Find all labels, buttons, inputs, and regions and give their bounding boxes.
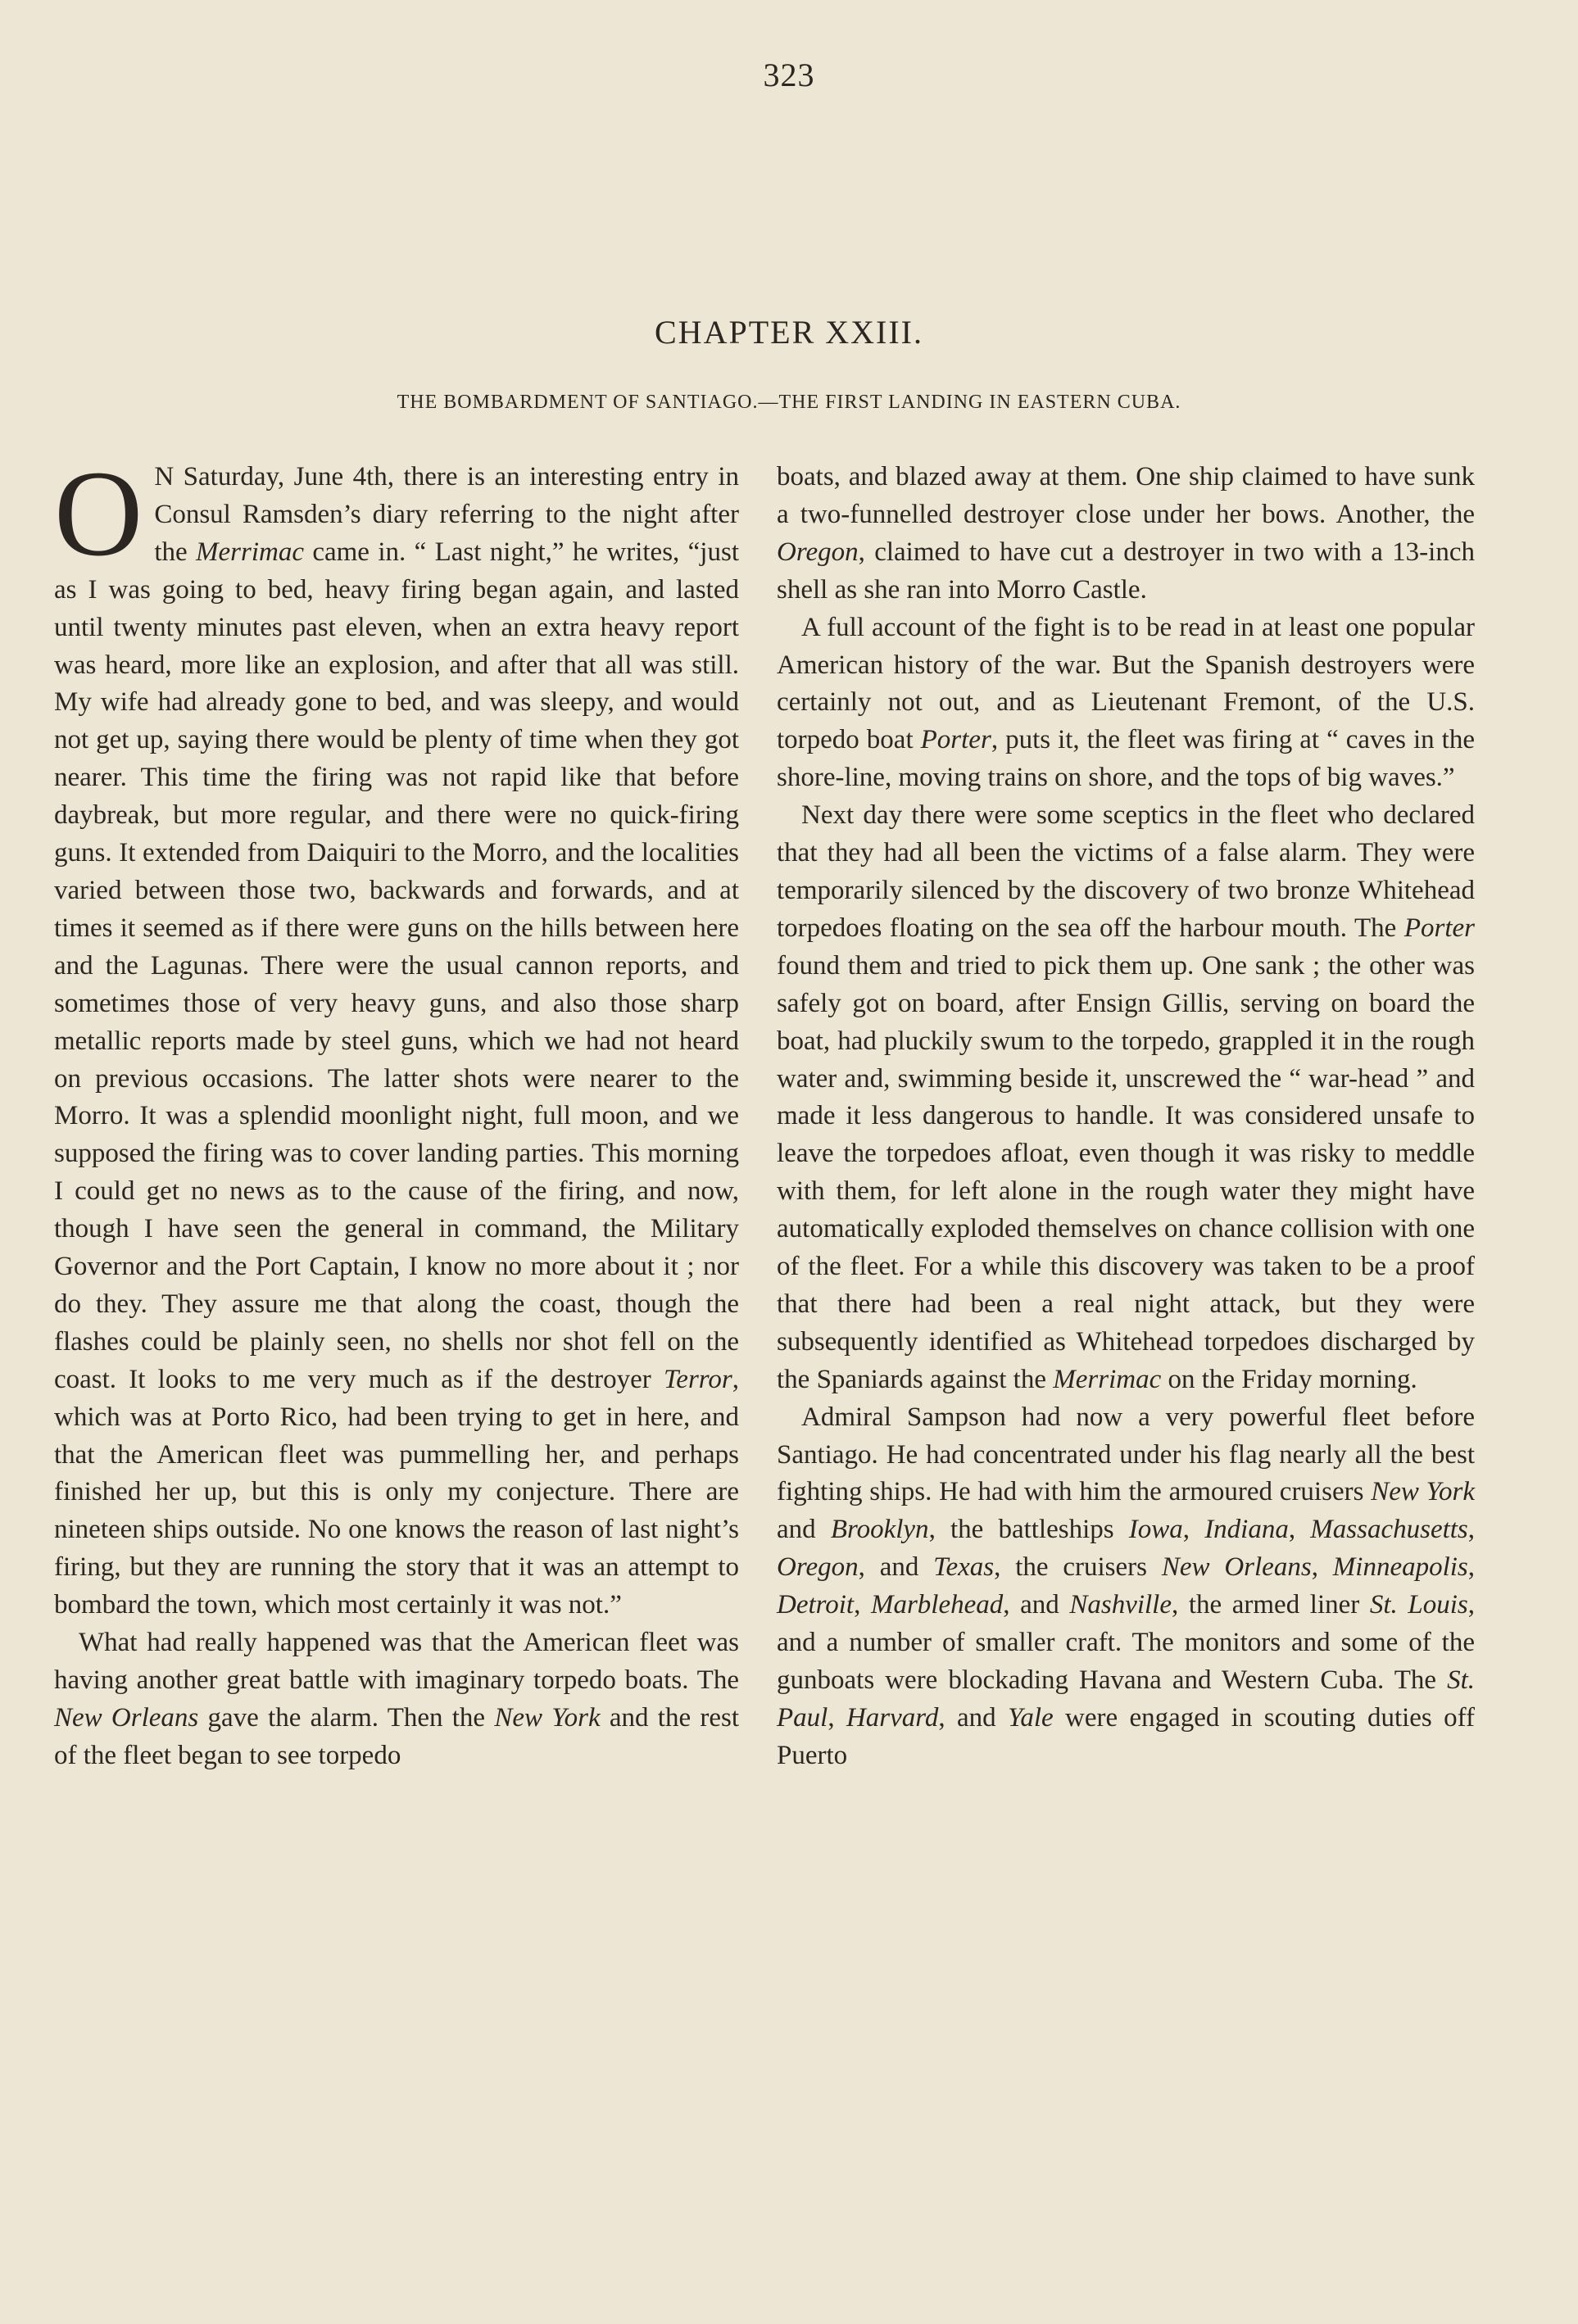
- ship-name: Merrimac: [196, 537, 304, 567]
- right-column: [777, 459, 1475, 1775]
- paragraph: [54, 1624, 739, 1775]
- ship-name: Texas: [933, 1552, 995, 1583]
- ship-name: St. Louis: [1369, 1590, 1468, 1620]
- text-run: Admiral Sampson had now a very powerful fleet before Santiago. He had concentrated under his flag nearly all the best fighting ships. He had with him the armoured cruisers: [777, 1402, 1475, 1507]
- text-run: ,: [1288, 1515, 1311, 1545]
- text-run: , the battleships: [928, 1515, 1129, 1545]
- chapter-subtitle: THE BOMBARDMENT OF SANTIAGO.—THE FIRST LANDING IN EASTERN CUBA.: [397, 392, 1181, 413]
- paragraph: [777, 797, 1475, 1399]
- paragraph: [777, 1399, 1475, 1775]
- ship-name: Terror: [663, 1364, 732, 1394]
- ship-name: St. Paul: [777, 1665, 1475, 1733]
- ship-name: Iowa: [1128, 1515, 1183, 1545]
- ship-name: Brooklyn: [830, 1515, 929, 1545]
- text-run: , and a number of smaller craft. The monitors and some of the gunboats were blockading Havana and Western Cuba. The: [777, 1590, 1475, 1695]
- ship-name: Marblehead: [870, 1590, 1004, 1620]
- text-run: , the cruisers: [994, 1552, 1162, 1583]
- text-run: ,: [1467, 1552, 1476, 1583]
- text-run: ,: [828, 1702, 846, 1733]
- text-run: found them and tried to pick them up. One sank ; the other was safely got on board, after Ensign Gillis, serving on board the boat, had pluckily swum to the torpedo, grappled it in the rough water and, swimming beside it, unscrewed the “ war-head ” and made it less dangerous to handle. It was considered unsafe to leave the torpedoes afloat, even though it was risky to meddle with them, for left alone in the rough water they might have automatically exploded themselves on chance collision with one of the fleet. For a while this discovery was taken to be a proof that there had been a real night attack, but they were subsequently identified as Whitehead torpedoes discharged by the Spaniards against the: [777, 950, 1475, 1394]
- left-column: [54, 446, 740, 1775]
- text-run: N Saturday, June 4th, there is an interesting entry in Consul Ramsden’s diary referring to the night after the: [154, 462, 739, 567]
- text-run: , and: [938, 1702, 1008, 1733]
- text-run: gave the alarm. Then the: [198, 1702, 495, 1733]
- ship-name: Porter: [920, 725, 991, 755]
- text-run: A full account of the fight is to be read in at least one popular American history of the war. But the Spanish destroyers were certainly not out, and as Lieutenant Fremont, of the U.S. torpedo boat: [777, 612, 1475, 755]
- text-run: , the armed liner: [1172, 1590, 1370, 1620]
- text-run: Next day there were some sceptics in the fleet who declared that they had all been the victims of a false alarm. They were temporarily silenced by the discovery of two bronze Whitehead torpedoes floating on the sea off the harbour mouth. The: [777, 800, 1475, 943]
- text-run: , and: [858, 1552, 934, 1583]
- text-run: What had really happened was that the American fleet was having another great battle with imaginary torpedo boats. The: [54, 1628, 739, 1695]
- text-run: ,: [1182, 1515, 1205, 1545]
- page-number: 323: [763, 57, 815, 93]
- text-run: , claimed to have cut a destroyer in two with a 13-inch shell as she ran into Morro Castle.: [777, 537, 1475, 605]
- ship-name: Minneapolis: [1332, 1552, 1468, 1583]
- text-run: came in. “ Last night,” he writes, “just as I was going to bed, heavy firing began again, and lasted until twenty minutes past eleven, when an extra heavy report was heard, more like an explosion, and after that all was still. My wife had already gone to bed, and was sleepy, and would not get up, saying there would be plenty of time when they got nearer. This time the firing was not rapid like that before daybreak, but more regular, and there were no quick-firing guns. It extended from Daiquiri to the Morro, and the localities varied between those two, backwards and forwards, and at times it seemed as if there were guns on the hills between here and the Lagunas. There were the usual cannon reports, and sometimes those of very heavy guns, and also those sharp metallic reports made by steel guns, which we had not heard on previous occasions. The latter shots were nearer to the Morro. It was a splendid moonlight night, full moon, and we supposed the firing was to cover landing parties. This morning I could get no news as to the cause of the firing, and now, though I have seen the general in command, the Military Governor and the Port Captain, I know no more about it ; nor do they. They assure me that along the coast, though the flashes could be plainly seen, no shells nor shot fell on the coast. It looks to me very much as if the destroyer: [54, 537, 739, 1394]
- paragraph: [777, 459, 1475, 609]
- ship-name: Massachusetts: [1310, 1515, 1468, 1545]
- paragraph: [777, 609, 1475, 798]
- text-run: boats, and blazed away at them. One ship claimed to have sunk a two-funnelled destroyer close under her bows. Another, the: [777, 462, 1475, 529]
- ship-name: Yale: [1008, 1702, 1054, 1733]
- ship-name: New Orleans: [1161, 1552, 1312, 1583]
- drop-cap: O: [54, 446, 143, 582]
- ship-name: Merrimac: [1053, 1364, 1162, 1394]
- ship-name: Oregon: [777, 537, 859, 567]
- ship-name: New York: [1371, 1477, 1475, 1507]
- ship-name: New York: [494, 1702, 601, 1733]
- text-run: , and: [1003, 1590, 1070, 1620]
- paragraph: [54, 446, 739, 1624]
- text-run: and: [777, 1515, 831, 1545]
- text-run: , puts it, the fleet was firing at “ caves in the shore-line, moving trains on shore, and the tops of big waves.”: [777, 725, 1476, 793]
- text-run: and the rest of the fleet began to see torpedo: [54, 1702, 740, 1770]
- text-run: on the Friday morning.: [1161, 1364, 1417, 1394]
- ship-name: Harvard: [846, 1702, 939, 1733]
- text-run: ,: [854, 1590, 871, 1620]
- text-run: were engaged in scouting duties off Puerto: [777, 1702, 1476, 1770]
- text-run: ,: [1467, 1515, 1476, 1545]
- ship-name: Porter: [1403, 913, 1475, 943]
- ship-name: New Orleans: [54, 1702, 199, 1733]
- ship-name: Oregon: [777, 1552, 859, 1583]
- ship-name: Indiana: [1204, 1515, 1289, 1545]
- text-run: , which was at Porto Rico, had been trying to get in here, and that the American fleet was pummelling her, and perhaps finished her up, but this is only my conjecture. There are nineteen ships outside. No one knows the reason of last night’s firing, but they are running the story that it was an attempt to bombard the town, which most certainly it was not.”: [54, 1364, 739, 1620]
- ship-name: Nashville: [1069, 1590, 1172, 1620]
- text-run: ,: [1311, 1552, 1333, 1583]
- ship-name: Detroit: [777, 1590, 855, 1620]
- chapter-title: CHAPTER XXIII.: [655, 314, 923, 351]
